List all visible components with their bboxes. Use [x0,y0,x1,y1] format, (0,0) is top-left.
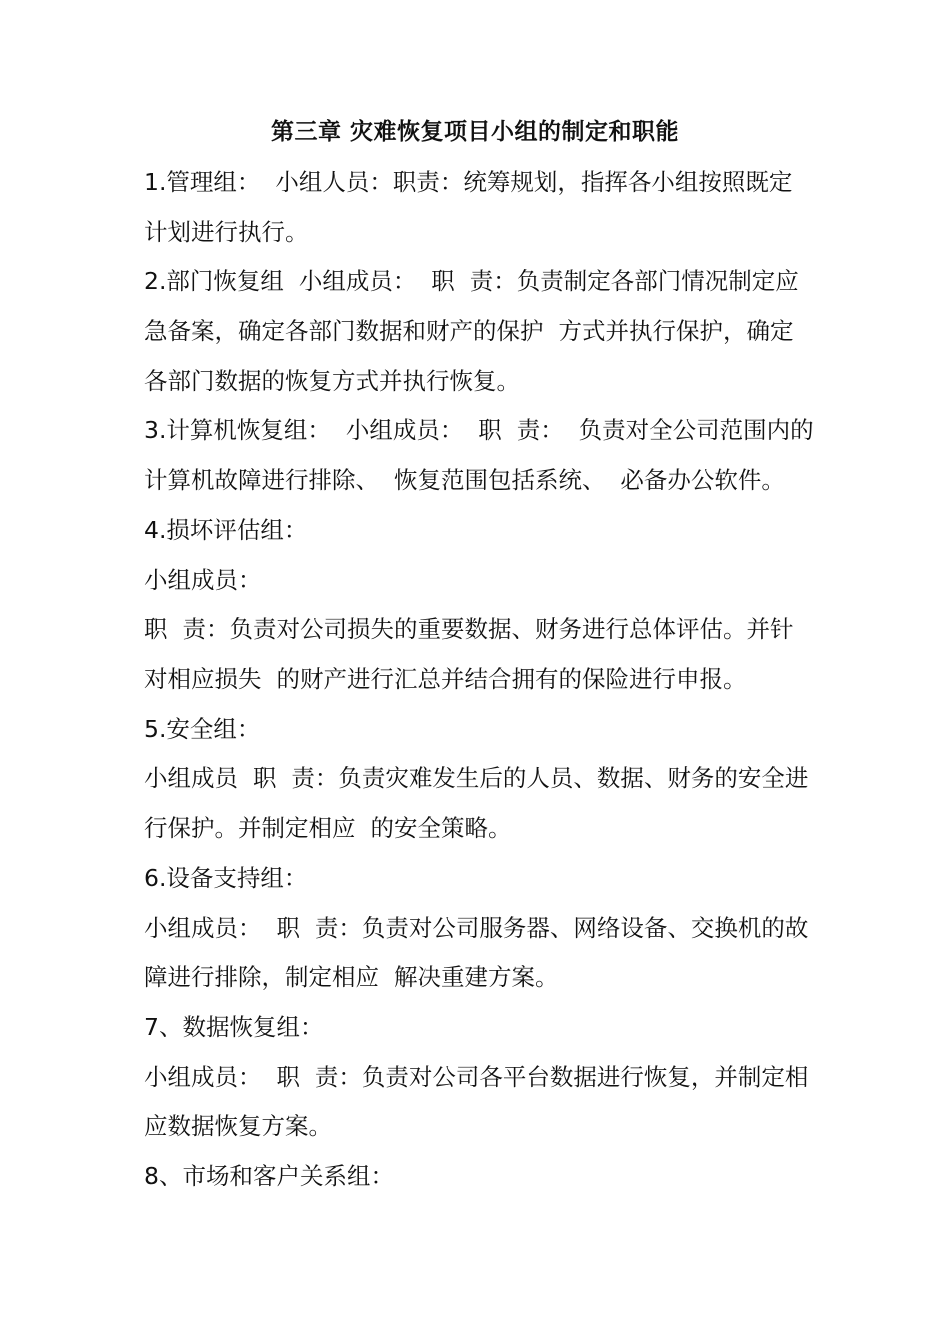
text-line: 对相应损失 的财产进行汇总并结合拥有的保险进行申报。 [144,665,747,693]
text-line: 1.管理组： 小组人员：职责：统筹规划，指挥各小组按照既定 [144,168,793,196]
text-line: 4.损坏评估组： [144,516,308,544]
text-line: 6.设备支持组： [144,864,308,892]
text-line: 小组成员 职 责：负责灾难发生后的人员、数据、财务的安全进 [144,764,809,792]
text-line: 小组成员： 职 责：负责对公司各平台数据进行恢复，并制定相 [144,1063,809,1091]
text-line: 应数据恢复方案。 [144,1112,332,1140]
text-line: 小组成员： [144,566,262,594]
text-line: 各部门数据的恢复方式并执行恢复。 [144,367,520,395]
text-line: 8、市场和客户关系组： [144,1162,394,1190]
text-line: 2.部门恢复组 小组成员： 职 责：负责制定各部门情况制定应 [144,267,799,295]
text-line: 急备案，确定各部门数据和财产的保护 方式并执行保护，确定 [144,317,794,345]
text-line: 3.计算机恢复组： 小组成员： 职 责： 负责对全公司范围内的 [144,416,814,444]
text-line: 行保护。并制定相应 的安全策略。 [144,814,512,842]
text-line: 7、数据恢复组： [144,1013,324,1041]
text-line: 计划进行执行。 [144,218,309,246]
text-line: 职 责：负责对公司损失的重要数据、财务进行总体评估。并针 [144,615,794,643]
chapter-title: 第三章 灾难恢复项目小组的制定和职能 [270,119,679,145]
text-line: 计算机故障进行排除、 恢复范围包括系统、 必备办公软件。 [144,466,785,494]
text-line: 5.安全组： [144,715,261,743]
text-line: 小组成员： 职 责：负责对公司服务器、网络设备、交换机的故 [144,914,809,942]
text-line: 障进行排除，制定相应 解决重建方案。 [144,963,559,991]
